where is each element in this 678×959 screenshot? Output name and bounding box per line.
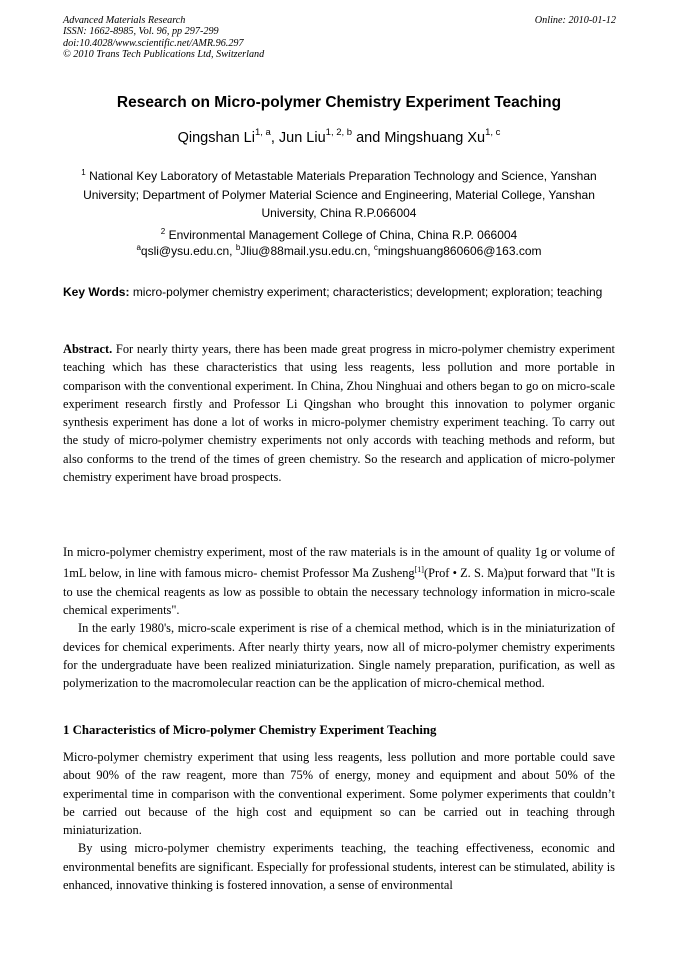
author-affiliation-mark: 1, 2, b: [325, 127, 353, 138]
author-affiliation-mark: 1, a: [254, 127, 271, 138]
introduction: [63, 543, 615, 693]
issn-line: ISSN: 1662-8985, Vol. 96, pp 297-299: [63, 26, 219, 38]
author-affiliation-mark: 1, c: [485, 127, 501, 138]
email-link[interactable]: mingshuang860606@163.com: [377, 244, 542, 258]
section-1-body: [63, 748, 615, 894]
journal-name: Advanced Materials Research: [63, 15, 186, 26]
abstract-text: For nearly thirty years, there has been made great progress in micro-polymer chemistry experiment teaching which has these characteristics that using less reagents, less pollution and more portable in comparison with the conventional experiment. In China, Zhou Ninghuai and others began to go on micro-scale experiment research firstly and Professor Li Qingshan who brought this innovation to polymer organic synthesis experiment has done a lot of works in micro-polymer chemistry experiment teaching. To carry out the study of micro-polymer chemistry experiments not only accords with teaching methods and reform, but also conforms to the trend of the times of green chemistry. So the research and application of micro-polymer chemistry experiment have broad prospects.: [63, 342, 615, 485]
author-list: Qingshan Li$^{1, a}$, Jun Liu$^{1, 2, b}$ and Mingshuang Xu$^{1, c}$: [177, 127, 501, 146]
section-heading: 1 Characteristics of Micro-polymer Chemistry Experiment Teaching: [63, 723, 437, 737]
abstract-label: Abstract.: [63, 342, 113, 356]
affiliation-mark: 1: [81, 168, 86, 177]
email-mark: b: [235, 243, 241, 252]
author-emails: [0, 243, 678, 258]
author-name: Qingshan Li: [177, 129, 255, 146]
keywords-label: Key Words:: [63, 285, 130, 299]
affiliations: [62, 164, 616, 244]
email-mark: a: [136, 243, 141, 252]
affiliation-text: National Key Laboratory of Metastable Materials Preparation Technology and Science, Yanshan University; Department of Polymer Material Science and Engineering, Material College, Yanshan University, China R.P.066004: [83, 169, 597, 220]
author-joiner: and: [356, 129, 381, 146]
paragraph: [63, 543, 615, 619]
paragraph: By using micro-polymer chemistry experiments teaching, the teaching effectiveness, economic and environmental benefits are significant. Especially for professional students, interest can be stimulated, ability is enhanced, innovative thinking is fostered innovation, a sense of environmental: [63, 841, 615, 893]
paragraph: Micro-polymer chemistry experiment that using less reagents, less pollution and more portable could save about 90% of the raw reagent, more than 75% of energy, money and equipment and about 50% of the experimental time in comparison with the conventional experiment. Some polymer experiments that couldn’t be carried out because of the high cost and equipment so can be carried out in teaching through miniaturization.: [63, 750, 615, 838]
email-link[interactable]: qsli@ysu.edu.cn,: [140, 244, 233, 258]
doi-line: doi:10.4028/www.scientific.net/AMR.96.297: [63, 37, 244, 49]
author-name: Mingshuang Xu: [384, 129, 486, 146]
email-link[interactable]: Jliu@88mail.ysu.edu.cn,: [240, 244, 371, 258]
citation-link[interactable]: [1]: [414, 565, 424, 575]
email-mark: c: [373, 243, 378, 252]
affiliation-text: Environmental Management College of China, China R.P. 066004: [168, 227, 518, 242]
paragraph-text: In micro-polymer chemistry experiment, most of the raw materials is in the amount of quality 1g or volume of 1mL below, in line with famous micro- chemist Professor Ma Zusheng: [63, 545, 615, 581]
paper-title: Research on Micro-polymer Chemistry Experiment Teaching: [116, 94, 562, 111]
online-date: Online: 2010-01-12: [534, 15, 616, 26]
abstract: [63, 340, 615, 486]
copyright-line: © 2010 Trans Tech Publications Ltd, Switzerland: [63, 48, 265, 60]
keywords-text: micro-polymer chemistry experiment; characteristics; development; exploration; teaching: [132, 285, 603, 299]
journal-header: [63, 15, 616, 60]
paragraph: In the early 1980's, micro-scale experiment is rise of a chemical method, which is in the miniaturization of devices for chemical experiments. After nearly thirty years, now all of micro-polymer chemistry experiments for the undergraduate have been realized miniaturization. Single namely preparation, purification, as well as polymerization to the macromolecular reaction can be the application of micro-chemical method.: [63, 621, 615, 691]
paragraph-text: (Prof • Z. S. Ma)put forward that "It is to use the chemical reagents as low as possible to obtain the necessary technology information in micro-scale chemical experiments".: [63, 566, 616, 618]
affiliation-mark: 2: [160, 226, 166, 236]
author-name: Jun Liu: [278, 129, 326, 146]
keywords: [63, 283, 615, 302]
